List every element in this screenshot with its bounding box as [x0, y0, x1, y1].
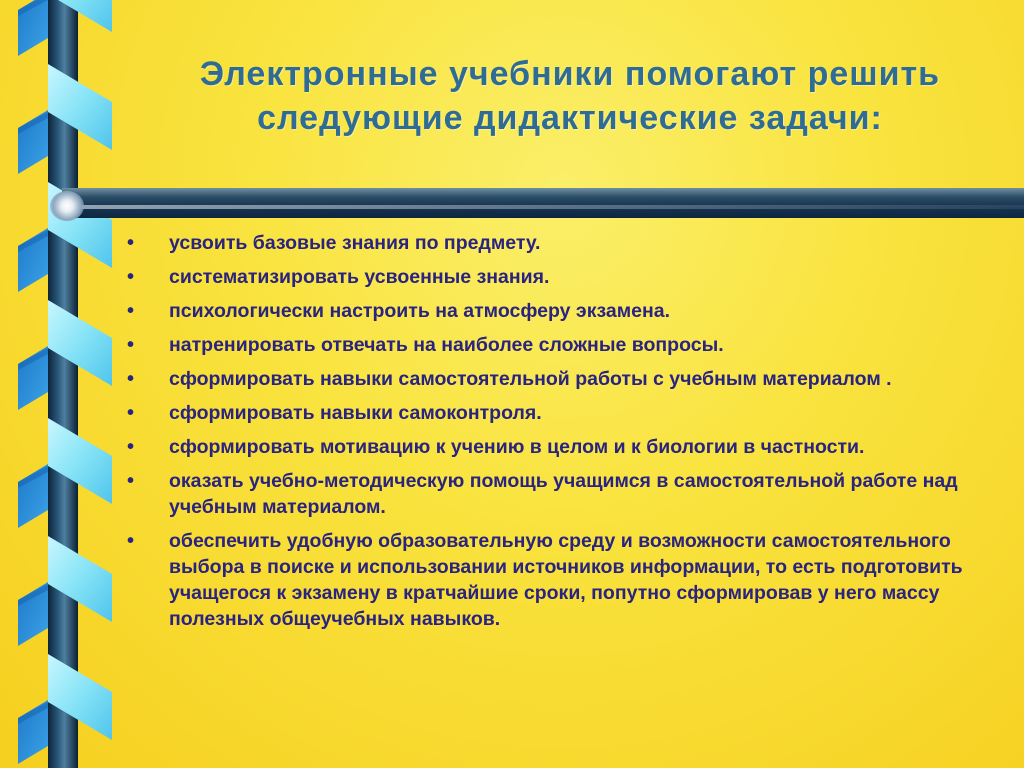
bullet-icon: •	[127, 334, 135, 356]
divider-bar-highlight	[66, 205, 1024, 209]
list-item-text: оказать учебно-методическую помощь учащимся в самостоятельной работе над учебным материалом.	[169, 470, 958, 518]
bullet-icon: •	[127, 436, 135, 458]
title-line-1: Электронные учебники помогают решить	[199, 55, 941, 93]
list-item	[127, 366, 997, 392]
list-item	[127, 298, 997, 324]
bullet-icon: •	[127, 300, 135, 322]
list-item-text: сформировать мотивацию к учению в целом и к биологии в частности.	[169, 436, 865, 458]
list-item-text: сформировать навыки самоконтроля.	[169, 402, 542, 424]
slide-title	[120, 52, 1020, 140]
list-item	[127, 434, 997, 460]
bullet-icon: •	[127, 266, 135, 288]
list-item-text: систематизировать усвоенные знания.	[169, 266, 550, 288]
bullet-icon: •	[127, 470, 135, 492]
bullet-icon: •	[127, 530, 135, 552]
task-list	[127, 230, 997, 640]
list-item-text: обеспечить удобную образовательную среду и возможности самостоятельного выбора в поиске и использовании источников информации, то есть подготовить учащегося к экзамену в кратчайшие сроки, попутно сформировав у него массу полезных общеучебных навыков.	[169, 530, 963, 630]
horizontal-divider-bar	[62, 188, 1024, 218]
bullet-icon: •	[127, 368, 135, 390]
list-item	[127, 332, 997, 358]
list-item-text: сформировать навыки самостоятельной работы с учебным материалом .	[169, 368, 892, 390]
title-line-2: следующие дидактические задачи:	[257, 99, 883, 137]
list-item	[127, 468, 997, 520]
list-item	[127, 230, 997, 256]
spiral-ribbon-decoration	[0, 0, 118, 768]
bullet-icon: •	[127, 232, 135, 254]
bullet-icon: •	[127, 402, 135, 424]
list-item-text: натренировать отвечать на наиболее сложные вопросы.	[169, 334, 724, 356]
list-item	[127, 264, 997, 290]
list-item-text: психологически настроить на атмосферу экзамена.	[169, 300, 671, 322]
divider-bar-knob	[50, 191, 84, 221]
list-item	[127, 528, 997, 632]
list-item	[127, 400, 997, 426]
list-item-text: усвоить базовые знания по предмету.	[169, 232, 541, 254]
